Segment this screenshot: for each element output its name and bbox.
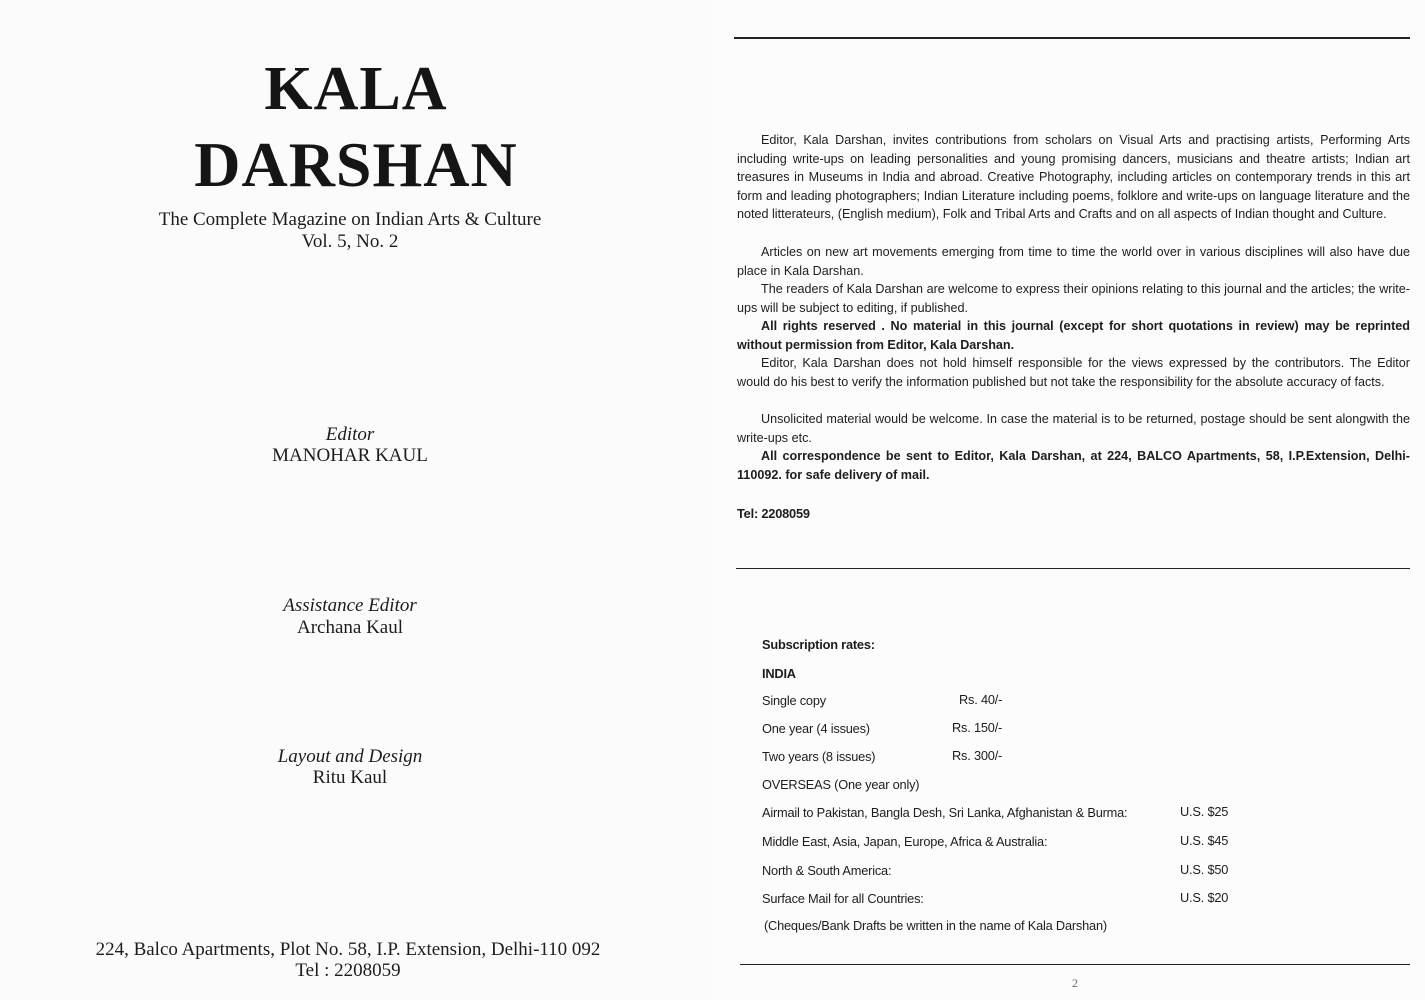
payment-note: (Cheques/Bank Drafts be written in the name of Kala Darshan) — [764, 918, 1107, 933]
overseas-row-label: North & South America: — [762, 863, 892, 878]
left-page — [0, 0, 712, 1000]
magazine-title-line2: DARSHAN — [194, 129, 518, 200]
assistant-editor-name: Archana Kaul — [296, 617, 404, 638]
publisher-tel: Tel : 2208059 — [295, 960, 401, 981]
editor-name: MANOHAR KAUL — [272, 445, 428, 466]
overseas-row-label: Airmail to Pakistan, Bangla Desh, Sri Lanka, Afghanistan & Burma: — [762, 805, 1128, 820]
volume-info: Vol. 5, No. 2 — [301, 231, 399, 252]
page-number: 2 — [1072, 976, 1078, 990]
overseas-row-price: U.S. $45 — [1180, 833, 1229, 848]
india-row-price: Rs. 150/- — [952, 720, 1003, 735]
assistant-editor-label: Assistance Editor — [283, 595, 417, 616]
india-row-price: Rs. 40/- — [959, 692, 1003, 707]
layout-design-label: Layout and Design — [277, 746, 423, 767]
publisher-address: 224, Balco Apartments, Plot No. 58, I.P. Extension, Delhi-110 092 — [95, 939, 601, 960]
india-row-price: Rs. 300/- — [952, 748, 1003, 763]
right-page — [712, 0, 1425, 1000]
overseas-row-price: U.S. $50 — [1180, 862, 1229, 877]
rights-reserved-paragraph: All rights reserved . No material in this journal (except for short quotations in review) may be reprinted without permission from Editor, Kala Darshan. — [737, 319, 1410, 352]
overseas-row-price: U.S. $25 — [1180, 804, 1229, 819]
india-row-label: Single copy — [762, 693, 826, 708]
contributions-paragraph: Editor, Kala Darshan, invites contributions from scholars on Visual Arts and practising artists, Performing Arts including write-ups on leading personalities and young promising dancers, musicians and theatre artists; Indian art treasures in Museums in India and abroad. Creative Photography, including articles on contemporary trends in this art form and leading photographers; Indian Literature including poems, folklore and write-ups on language literature and the noted litterateurs, (English medium), Folk and Tribal Arts and Crafts and on all aspects of Indian thought and Culture. — [737, 133, 1410, 222]
subscription-heading: Subscription rates: — [762, 637, 875, 652]
art-movements-paragraph: Articles on new art movements emerging from time to time the world over in various disciplines will also have due place in Kala Darshan. — [737, 245, 1410, 278]
bottom-rule — [740, 964, 1410, 965]
overseas-row-price: U.S. $20 — [1180, 890, 1229, 905]
top-rule — [734, 37, 1410, 39]
middle-rule — [736, 568, 1410, 569]
editor-label: Editor — [325, 424, 375, 445]
overseas-row-label: Middle East, Asia, Japan, Europe, Africa & Australia: — [762, 834, 1048, 849]
overseas-row-label: Surface Mail for all Countries: — [762, 891, 924, 906]
layout-design-name: Ritu Kaul — [312, 767, 388, 788]
overseas-label: OVERSEAS (One year only) — [762, 777, 920, 792]
magazine-title-line1: KALA — [264, 55, 448, 123]
readers-paragraph: The readers of Kala Darshan are welcome to express their opinions relating to this journal and the articles; the write-ups will be subject to editing, if published. — [737, 282, 1410, 315]
disclaimer-paragraph: Editor, Kala Darshan does not hold himself responsible for the views expressed by the contributors. The Editor would do his best to verify the information published but not take the responsibility for the absolute accuracy of facts. — [737, 356, 1410, 389]
correspondence-paragraph: All correspondence be sent to Editor, Kala Darshan, at 224, BALCO Apartments, 58, I.P.Extension, Delhi-110092. for safe delivery of mail. — [737, 449, 1410, 482]
india-label: INDIA — [762, 666, 796, 681]
india-row-label: Two years (8 issues) — [762, 749, 876, 764]
magazine-subtitle: The Complete Magazine on Indian Arts & Culture — [158, 209, 542, 230]
india-row-label: One year (4 issues) — [762, 721, 870, 736]
tel-number: Tel: 2208059 — [737, 506, 810, 521]
unsolicited-paragraph: Unsolicited material would be welcome. In case the material is to be returned, postage should be sent alongwith the write-ups etc. — [737, 412, 1410, 445]
